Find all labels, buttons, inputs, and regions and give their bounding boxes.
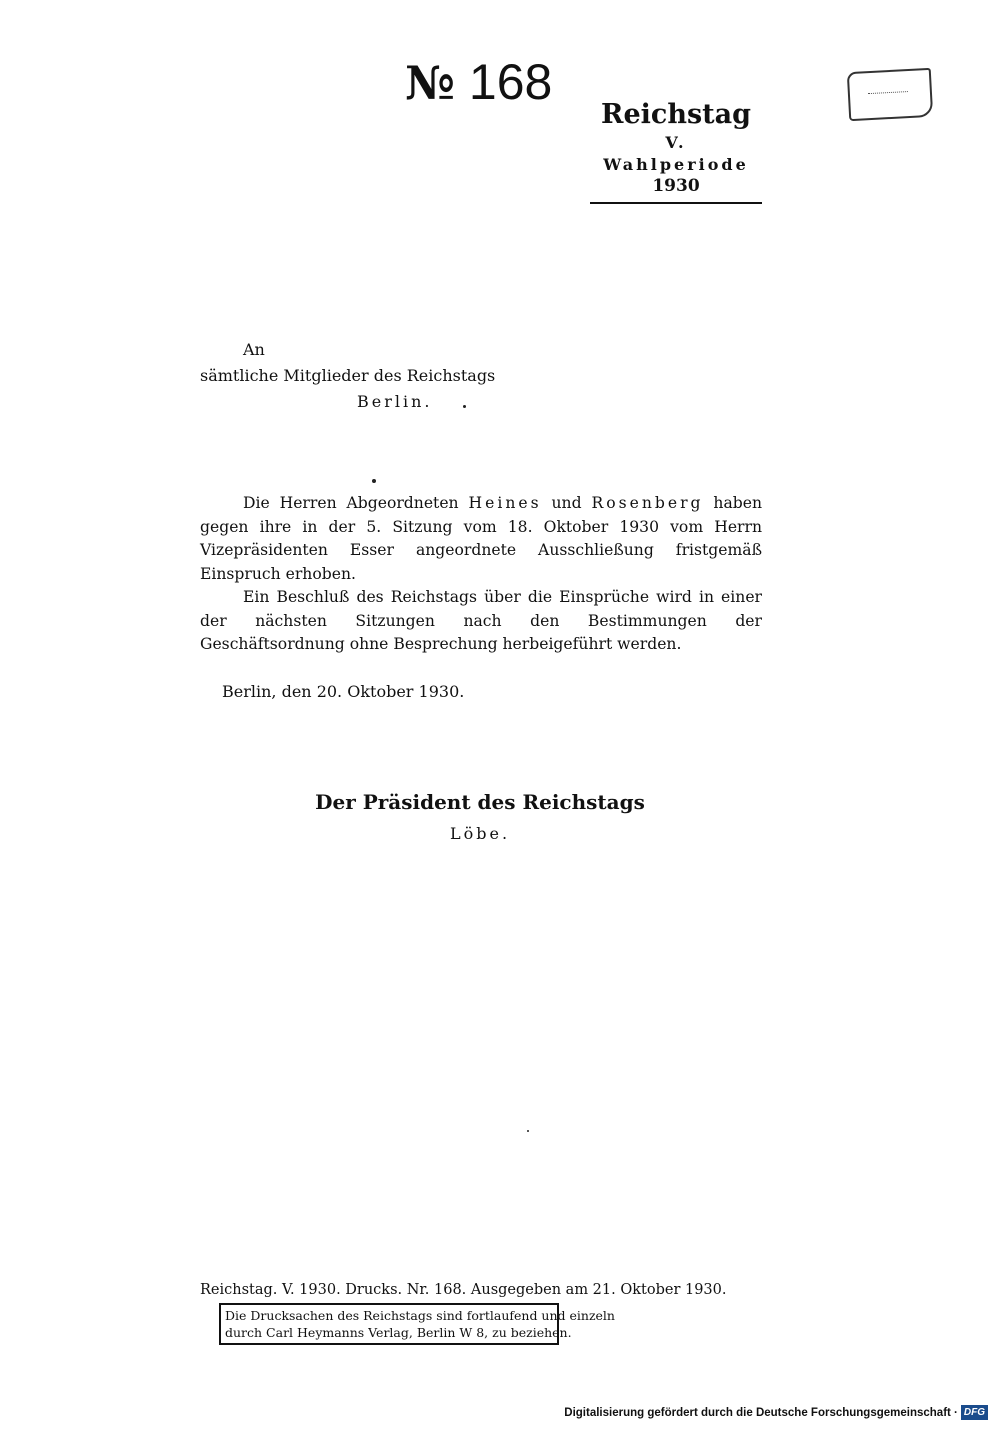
distribution-line: durch Carl Heymanns Verlag, Berlin W 8, zu beziehen. xyxy=(225,1325,572,1340)
number-symbol: № xyxy=(405,56,455,110)
member-name: Heines xyxy=(468,494,542,512)
document-number xyxy=(405,52,575,113)
body-text xyxy=(200,492,762,657)
dfg-logo-icon: DFG xyxy=(961,1405,988,1420)
publication-line: Reichstag. V. 1930. Drucks. Nr. 168. Ausgegeben am 21. Oktober 1930. xyxy=(200,1282,727,1298)
member-name: Rosenberg xyxy=(591,494,704,512)
paragraph-2: Ein Beschluß des Reichstags über die Einsprüche wird in einer der nächsten Sitzungen nach den Bestimmungen der Geschäftsordnung ohne Besprechung herbeigeführt werden. xyxy=(200,588,762,653)
address-recipients: sämtliche Mitglieder des Reichstags xyxy=(200,366,496,385)
dfg-notice-text: Digitalisierung gefördert durch die Deutsche Forschungsgemeinschaft · xyxy=(564,1406,958,1419)
number-value: 168 xyxy=(468,54,553,110)
print-speck xyxy=(372,479,376,483)
institution-title: Reichstag xyxy=(601,99,751,130)
distribution-line: Die Drucksachen des Reichstags sind fortlaufend und einzeln xyxy=(225,1308,615,1323)
header-block xyxy=(590,100,762,204)
address-salutation: An xyxy=(243,340,265,359)
dfg-funding-notice xyxy=(564,1405,988,1420)
session-year: 1930 xyxy=(652,176,700,196)
print-speck xyxy=(463,405,466,408)
archive-stamp xyxy=(847,68,933,121)
address-city: Berlin. xyxy=(357,392,433,411)
print-speck xyxy=(527,1130,529,1132)
header-rule xyxy=(590,202,762,204)
date-line: Berlin, den 20. Oktober 1930. xyxy=(222,682,465,701)
distribution-notice xyxy=(219,1303,615,1345)
legislative-period: V. Wahlperiode xyxy=(603,133,749,174)
signature-title: Der Präsident des Reichstags xyxy=(315,790,645,814)
paragraph-1: Die Herren Abgeordneten Heines und Rosenberg haben gegen ihre in der 5. Sitzung vom 18. Oktober 1930 vom Herrn Vizepräsidenten Esser angeordnete Ausschließung fristgemäß Einspruch erhoben. xyxy=(200,494,763,583)
signature-name: Löbe. xyxy=(449,824,511,843)
